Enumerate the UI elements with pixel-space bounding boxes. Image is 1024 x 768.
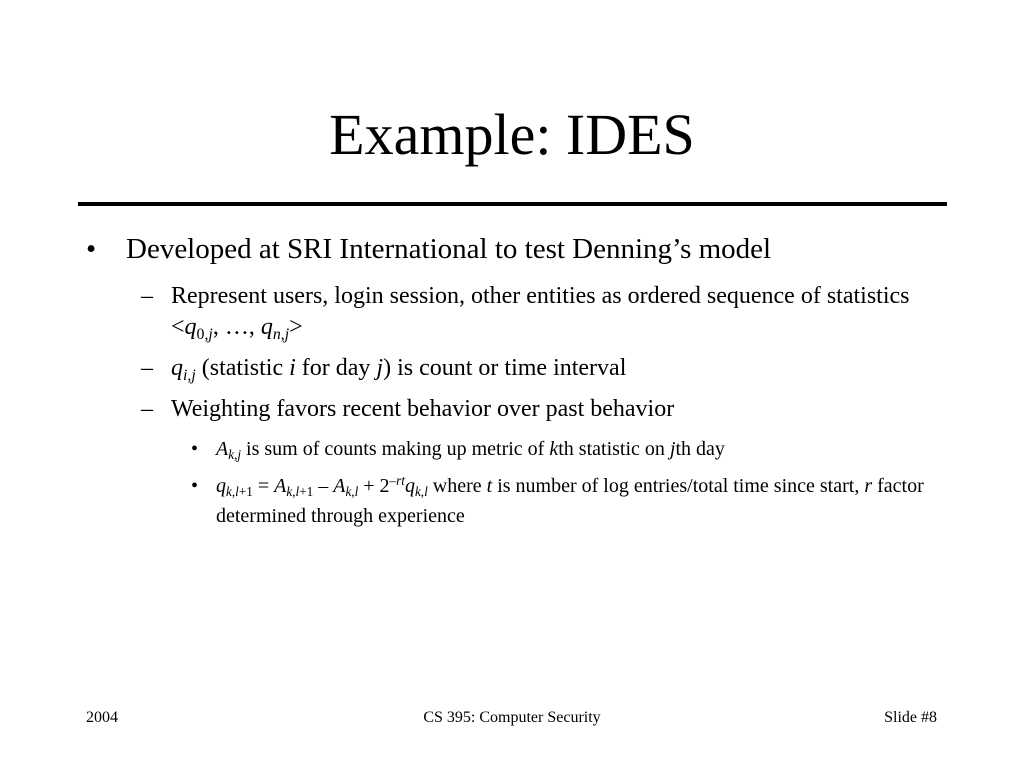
- sub-var-k: k: [286, 484, 293, 500]
- sub-var-n: n: [272, 326, 281, 344]
- bullet-marker: •: [86, 233, 97, 265]
- title-underline: [78, 202, 947, 206]
- text-run: th statistic on: [558, 438, 670, 460]
- sub-var-l: l: [295, 484, 300, 500]
- sub-text: ,: [351, 484, 355, 500]
- sup-var-rt: rt: [396, 473, 405, 489]
- subsubbullet-akj: [191, 434, 931, 464]
- sub-var-l: l: [354, 484, 359, 500]
- sub-var-k: k: [228, 447, 235, 463]
- footer-course: CS 395: Computer Security: [423, 709, 601, 726]
- var-A: A: [216, 438, 229, 460]
- sub-text: ,: [187, 367, 192, 385]
- sub-text: ,: [280, 326, 285, 344]
- text-run: (statistic: [195, 355, 290, 381]
- sub-var-j: j: [284, 326, 290, 344]
- slide-title: Example: IDES: [329, 102, 695, 167]
- dash-marker: –: [141, 396, 153, 422]
- subsubbullet-text: [216, 434, 931, 464]
- subscript: [286, 484, 313, 499]
- text-run: Represent users, login session, other entities as ordered sequence of statistics <: [171, 283, 910, 340]
- sub-text: 0,: [196, 326, 209, 344]
- sub-var-l: l: [424, 484, 428, 500]
- var-q: q: [216, 475, 226, 497]
- var-q: q: [404, 475, 415, 497]
- dash-marker: –: [141, 283, 153, 309]
- sub-var-k: k: [226, 484, 232, 500]
- footer-year: 2004: [86, 709, 118, 726]
- subsubbullet-text: [216, 471, 931, 531]
- sub-var-j: j: [208, 326, 213, 344]
- text-run: =: [252, 475, 275, 497]
- subscript: [228, 447, 241, 462]
- text-run: + 2: [358, 475, 390, 497]
- sub-var-i: i: [183, 367, 188, 385]
- var-q: q: [184, 314, 197, 340]
- subbullet-text: Weighting favors recent behavior over past behavior: [171, 396, 675, 422]
- var-k: k: [549, 438, 559, 460]
- text-run: is sum of counts making up metric of: [241, 438, 550, 460]
- var-j: j: [669, 438, 676, 460]
- var-j: j: [376, 355, 384, 381]
- var-q: q: [171, 355, 183, 381]
- subscript: [273, 326, 289, 343]
- bullet-text: Developed at SRI International to test Denning’s model: [126, 233, 772, 265]
- footer-slide-number: Slide #8: [884, 709, 937, 726]
- subscript: [183, 367, 196, 384]
- text-run: ) is count or time interval: [383, 355, 627, 381]
- text-run: factor determined through experience: [216, 475, 924, 527]
- sub-var-j: j: [191, 367, 196, 385]
- bullet-marker: •: [191, 475, 199, 497]
- text-run: for day: [295, 355, 377, 381]
- sub-var-k: k: [414, 484, 421, 500]
- text-run: where: [427, 475, 487, 497]
- sub-var-j: j: [237, 447, 242, 463]
- subbullet-text: [171, 281, 931, 343]
- text-run: >: [289, 314, 303, 340]
- sub-text: ,: [292, 484, 296, 500]
- bullet-marker: •: [191, 438, 199, 460]
- sub-text: +1: [299, 484, 314, 500]
- subscript: [415, 484, 428, 499]
- superscript: [390, 473, 405, 488]
- text-run: th day: [675, 438, 725, 460]
- subbullet-weighting: [141, 394, 931, 425]
- text-run: is number of log entries/total time since start,: [492, 475, 865, 497]
- sub-text: ,: [420, 484, 425, 500]
- subsubbullet-formula: [191, 471, 931, 531]
- subscript: [197, 326, 213, 343]
- subscript: [345, 484, 358, 499]
- var-q: q: [260, 314, 273, 340]
- sub-var-k: k: [345, 484, 352, 500]
- sub-var-l: l: [235, 484, 239, 500]
- var-i: i: [289, 355, 296, 381]
- sub-text: ,: [234, 447, 238, 463]
- var-t: t: [486, 475, 493, 497]
- var-A: A: [333, 475, 346, 497]
- sub-text: ,: [231, 484, 236, 500]
- text-run: –: [313, 475, 334, 497]
- dash-marker: –: [141, 355, 153, 381]
- subbullet-represent: [141, 281, 931, 343]
- subscript: [226, 484, 253, 499]
- var-r: r: [864, 475, 873, 497]
- sup-text: –: [389, 473, 397, 489]
- text-run: , …,: [212, 314, 261, 340]
- subbullet-text: [171, 353, 931, 384]
- sub-text: +1: [238, 484, 253, 500]
- subbullet-qij: [141, 353, 931, 384]
- var-A: A: [274, 475, 287, 497]
